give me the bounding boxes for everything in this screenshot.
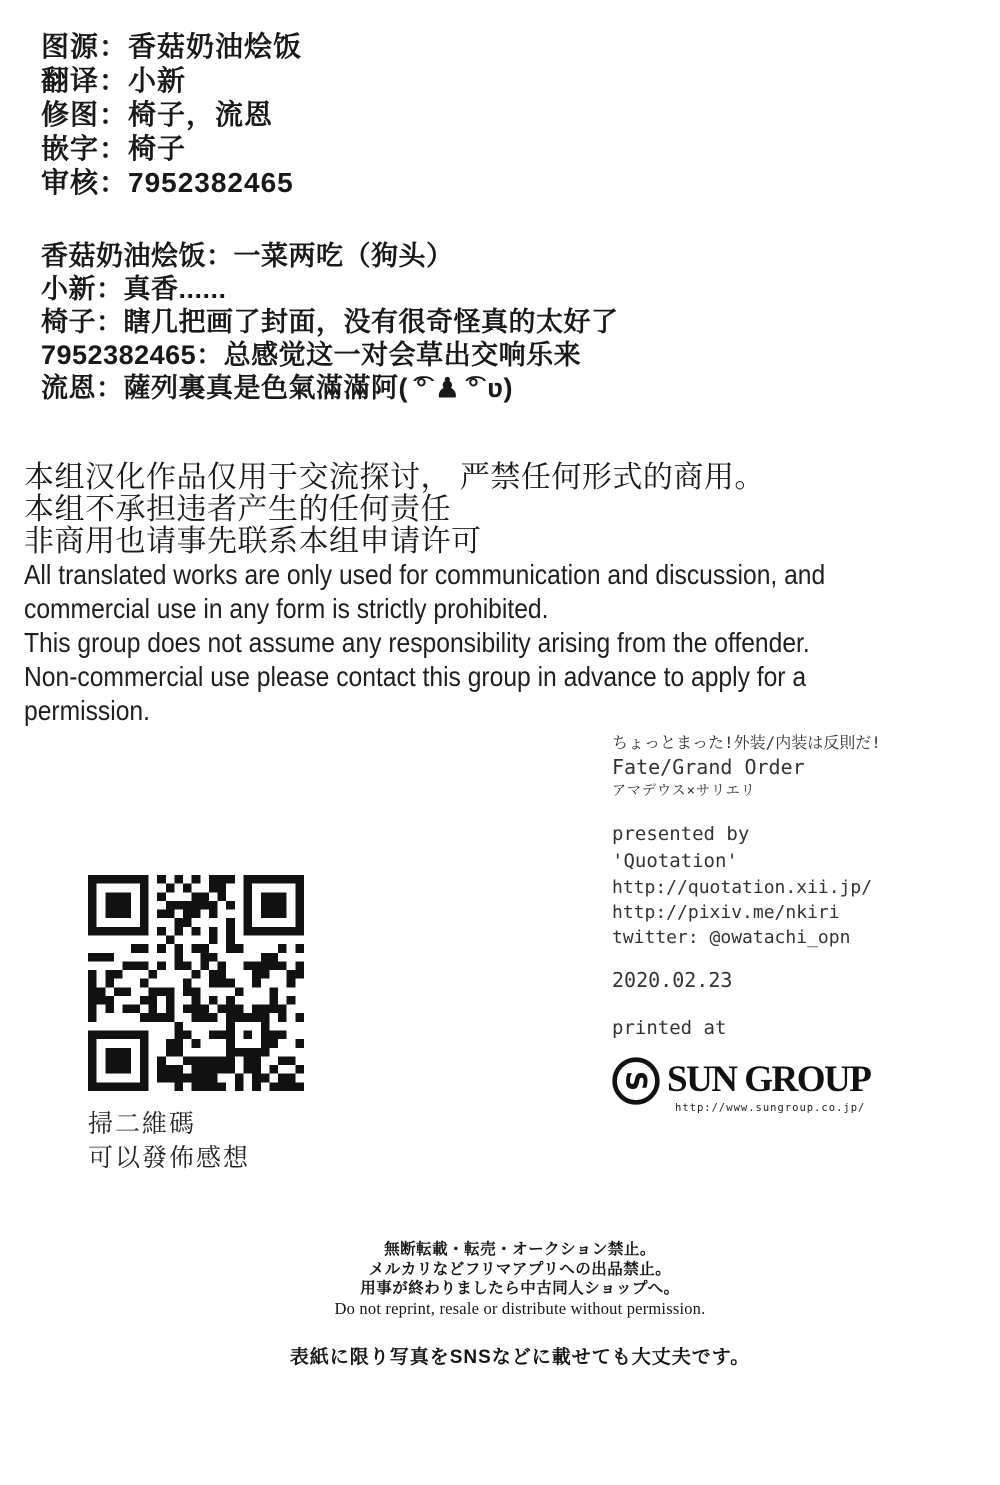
sun-group-name: SUN GROUP: [667, 1059, 871, 1100]
disclaimer-en-line: commercial use in any form is strictly prohibited.: [24, 593, 549, 624]
svg-text:S: S: [618, 1070, 652, 1092]
usage-disclaimer: [24, 462, 934, 728]
disclaimer-english: [24, 558, 934, 728]
series-name: Fate/Grand Order: [612, 755, 805, 779]
comment-line: 小新：真香......: [41, 274, 227, 304]
doujin-title: ちょっとまった!外装/内装は反則だ!: [612, 733, 881, 752]
comment-line: 7952382465：总感觉这一对会草出交响乐来: [41, 340, 582, 370]
staff-credits: [41, 30, 302, 200]
comment-line: 香菇奶油烩饭：一菜两吃（狗头）: [41, 241, 454, 271]
sun-group-url: http://www.sungroup.co.jp/: [675, 1102, 866, 1114]
credit-line-source: 图源：香菇奶油烩饭: [41, 31, 303, 62]
pixiv-url: http://pixiv.me/nkiri: [612, 902, 840, 923]
twitter-handle: twitter: @owatachi_opn: [612, 927, 851, 948]
footer-photo-permission: 表紙に限り写真をSNSなどに載せても大丈夫です。: [289, 1346, 751, 1368]
footer-notices: [40, 1240, 1000, 1369]
disclaimer-zh-line: 本组汉化作品仅用于交流探讨， 严禁任何形式的商用。: [24, 461, 765, 494]
footer-notice-line: 用事が終わりましたら中古同人ショップへ。: [360, 1280, 680, 1297]
qr-caption-line1: 掃二維碼: [88, 1111, 197, 1138]
staff-comments: [41, 240, 619, 405]
footer-notice-line: 無断転載・転売・オークション禁止。: [384, 1241, 656, 1258]
comment-line: 椅子：瞎几把画了封面，没有很奇怪真的太好了: [41, 307, 619, 337]
qr-code: [88, 875, 304, 1091]
disclaimer-en-line: Non-commercial use please contact this group in advance to apply for a: [24, 661, 807, 692]
comment-line: 流恩：薩列裏真是色氣滿滿阿( ͡° ♟ ͡° ʋ): [41, 373, 514, 403]
circle-name: 'Quotation': [612, 850, 738, 872]
disclaimer-en-line: This group does not assume any responsibility arising from the offender.: [24, 627, 810, 658]
credit-line-proof: 审核：7952382465: [41, 167, 294, 198]
disclaimer-zh-line: 本组不承担违者产生的任何责任: [24, 493, 451, 526]
disclaimer-zh-line: 非商用也请事先联系本组申请许可: [24, 525, 482, 558]
pairing: アマデウス×サリエリ: [612, 783, 756, 799]
credit-line-typeset: 嵌字：椅子: [41, 133, 187, 164]
credit-line-redraw: 修图：椅子，流恩: [41, 99, 274, 130]
disclaimer-en-line: All translated works are only used for communication and discussion, and: [24, 559, 826, 590]
printed-at-label: printed at: [612, 1017, 727, 1039]
footer-notice-line: メルカリなどフリマアプリへの出品禁止。: [368, 1260, 672, 1278]
qr-caption-line2: 可以發佈感想: [88, 1145, 251, 1172]
publication-info: [612, 731, 881, 1041]
disclaimer-chinese: [24, 462, 934, 558]
release-date: 2020.02.23: [612, 968, 733, 992]
disclaimer-en-line: permission.: [24, 695, 150, 726]
credit-line-translate: 翻译：小新: [41, 65, 187, 96]
presented-by-label: presented by: [612, 823, 750, 845]
sun-group-icon: [611, 1056, 661, 1106]
circle-url: http://quotation.xii.jp/: [612, 877, 873, 898]
footer-notice-line-en: Do not reprint, resale or distribute without permission.: [334, 1298, 706, 1318]
sun-group-logo: [611, 1056, 881, 1120]
